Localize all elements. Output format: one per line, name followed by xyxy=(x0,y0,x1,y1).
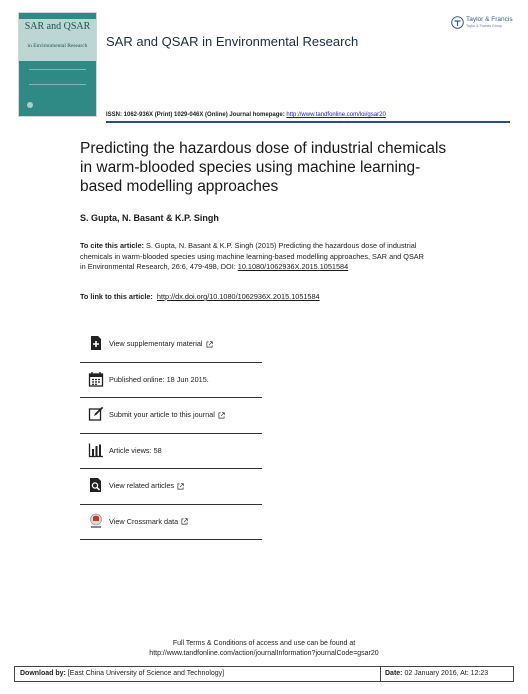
info-bar-divider xyxy=(380,667,381,681)
action-label: View supplementary material xyxy=(109,339,203,348)
publisher-name: Taylor & Francis xyxy=(466,16,513,23)
supplementary-file-icon xyxy=(88,335,104,351)
citation-block xyxy=(80,241,430,273)
date-value: 02 January 2016, At: 12:23 xyxy=(402,670,489,677)
action-submit-article[interactable] xyxy=(80,398,262,434)
publisher-subname: Taylor & Francis Group xyxy=(466,24,502,28)
journal-cover xyxy=(19,13,96,116)
action-label: View related articles xyxy=(109,481,175,490)
article-authors: S. Gupta, N. Basant & K.P. Singh xyxy=(80,213,219,223)
cover-title: SAR and QSAR xyxy=(24,21,91,32)
date-label: Date: xyxy=(385,670,403,677)
publisher-logo[interactable] xyxy=(451,16,513,32)
download-by xyxy=(20,670,224,677)
action-label: View Crossmark data xyxy=(109,516,179,526)
download-date xyxy=(385,670,488,677)
cover-subtitle: in Environmental Research xyxy=(27,43,88,49)
cover-decoration xyxy=(29,69,86,85)
citation-label: To cite this article: xyxy=(80,241,144,250)
download-value: [East China University of Science and Technology] xyxy=(65,670,225,677)
action-supplementary[interactable] xyxy=(80,327,262,363)
journal-title: SAR and QSAR in Environmental Research xyxy=(106,34,359,49)
taylor-francis-icon xyxy=(451,16,464,29)
download-info-bar xyxy=(14,666,514,682)
download-label: Download by: xyxy=(20,670,66,677)
terms-line-1: Full Terms & Conditions of access and use can be found at xyxy=(172,640,356,647)
external-link-icon xyxy=(177,483,184,490)
issn-text: ISSN: 1062-936X (Print) 1029-046X (Online) Journal homepage: xyxy=(106,112,287,118)
external-link-icon xyxy=(181,518,188,525)
citation-text: S. Gupta, N. Basant & K.P. Singh (2015) Predicting the hazardous dose of industrial chemicals in warm-blooded species using machine learning-based modelling approaches, SAR and QSAR in Environmental Research, 26:6, 479-498, DOI: xyxy=(80,241,424,271)
journal-homepage-link[interactable]: http://www.tandfonline.com/loi/gsar20 xyxy=(286,112,386,118)
article-actions xyxy=(80,327,262,540)
article-doi-url[interactable]: http://dx.doi.org/10.1080/1062936X.2015.1051584 xyxy=(156,292,320,301)
external-link-icon xyxy=(218,412,225,419)
link-label: To link to this article: xyxy=(80,292,153,301)
action-published-online xyxy=(80,363,262,399)
calendar-icon xyxy=(88,371,104,387)
terms-note xyxy=(0,639,528,658)
action-article-views xyxy=(80,434,262,470)
action-crossmark[interactable] xyxy=(80,505,262,541)
edit-icon xyxy=(88,406,104,422)
issn-line xyxy=(106,112,386,118)
action-label: Article views: 58 xyxy=(109,445,162,455)
bar-chart-icon xyxy=(88,442,104,458)
action-label: Submit your article to this journal xyxy=(109,410,215,419)
article-title: Predicting the hazardous dose of industrial chemicals in warm-blooded species using machine learning-based modelling approaches xyxy=(80,140,447,195)
related-articles-icon xyxy=(88,477,104,493)
crossmark-icon xyxy=(88,513,104,529)
cover-dot xyxy=(27,102,33,108)
doi-link[interactable]: 10.1080/1062936X.2015.1051584 xyxy=(237,262,349,271)
header-rule xyxy=(106,121,510,123)
terms-url[interactable]: http://www.tandfonline.com/action/journalInformation?journalCode=gsar20 xyxy=(149,649,379,657)
action-label: Published online: 18 Jun 2015. xyxy=(109,374,209,384)
action-related-articles[interactable] xyxy=(80,469,262,505)
external-link-icon xyxy=(206,341,213,348)
article-link-line xyxy=(80,292,320,301)
